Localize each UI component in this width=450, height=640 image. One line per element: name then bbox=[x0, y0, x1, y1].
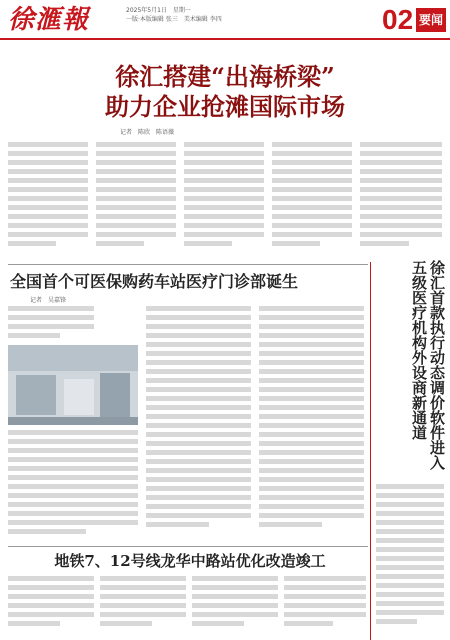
lead-headline-line2: 助力企业抢滩国际市场 bbox=[105, 92, 345, 121]
story2-column-2 bbox=[146, 306, 251, 541]
lead-column-3 bbox=[184, 142, 264, 262]
masthead-info bbox=[126, 6, 296, 36]
story3-headline: 地铁7、12号线龙华中路站优化改造竣工 bbox=[54, 552, 326, 570]
masthead-rule bbox=[0, 38, 450, 40]
story2-photo bbox=[8, 345, 138, 425]
masthead-logo: 徐滙報 bbox=[8, 5, 90, 35]
story3-column-2 bbox=[100, 576, 186, 636]
bottom-divider bbox=[8, 546, 368, 547]
story2-byline: 记者 吴嘉锋 bbox=[30, 297, 67, 304]
lead-column-5 bbox=[360, 142, 442, 262]
page-number: 02 bbox=[382, 4, 414, 35]
story2-headline: 全国首个可医保购药车站医疗门诊部诞生 bbox=[10, 272, 299, 291]
story3-column-4 bbox=[284, 576, 366, 636]
section-divider bbox=[8, 264, 368, 265]
date-line: 2025年5月1日 星期一 bbox=[126, 7, 191, 14]
story2-column-1-top bbox=[8, 306, 94, 346]
editor-line: 一版·本版编辑 张三 美术编辑 李四 bbox=[126, 16, 222, 23]
side-story-column bbox=[376, 484, 444, 634]
story3-column-3 bbox=[192, 576, 278, 636]
lead-column-1 bbox=[8, 142, 88, 262]
lead-column-4 bbox=[272, 142, 352, 262]
section-badge: 要闻 bbox=[416, 8, 446, 32]
story2-column-3 bbox=[259, 306, 364, 541]
lead-column-2 bbox=[96, 142, 176, 262]
lead-byline: 记者 陈欣 陈语薇 bbox=[120, 129, 175, 136]
story3-column-1 bbox=[8, 576, 94, 636]
side-column-rule bbox=[370, 262, 371, 640]
side-story-headline: 徐汇首款执行动态调价软件进入五级医疗机构外设商新通道 bbox=[410, 260, 446, 470]
lead-headline-line1: 徐汇搭建“出海桥梁” bbox=[115, 62, 335, 91]
story2-column-1-bottom bbox=[8, 430, 138, 540]
